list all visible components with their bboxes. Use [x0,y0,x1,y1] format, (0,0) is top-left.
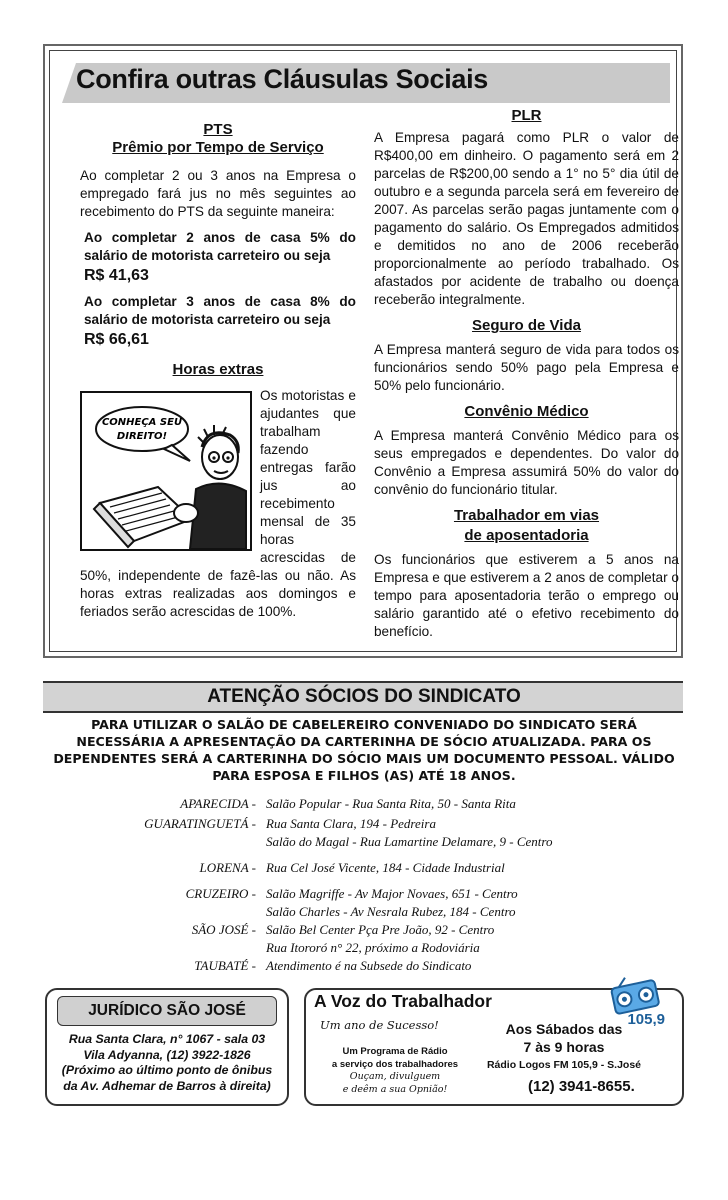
pts-tier1-text: Ao completar 2 anos de casa 5% do salário de motorista carreteiro ou seja [84,230,356,263]
salon-addresses [266,957,680,975]
salon-address: Rua Cel José Vicente, 184 - Cidade Industrial [266,860,505,875]
salon-list [60,795,680,977]
salon-row [60,815,680,851]
right-column [374,107,679,641]
plr-heading: PLR [511,107,542,124]
salon-address: Rua Santa Clara, 194 - Pedreira [266,816,436,831]
salon-city: TAUBATÉ - [194,958,256,973]
notice-body: PARA UTILIZAR O SALÃO DE CABELEREIRO CONVENIADO DO SINDICATO SERÁ NECESSÁRIA A APRESENTAÇÃO DA CARTERINHA DE SÓCIO ATUALIZADA. PARA OS DEPENDENTES SERÁ A CARTERINHA DO SÓCIO MAIS UM DOCUMENTO PESSOAL. VÁLIDO PARA ESPOSA E FILHOS (AS) ATÉ 18 ANOS. [53,717,675,783]
social-clauses-box [43,44,683,658]
juridico-address: Rua Santa Clara, n° 1067 - sala 03 [68,1032,266,1046]
salon-address: Atendimento é na Subsede do Sindicato [266,958,472,973]
salon-city: GUARATINGUETÁ - [144,816,256,831]
salon-address: Salão Popular - Rua Santa Rita, 50 - Santa Rita [266,796,516,811]
salon-address: Salão Charles - Av Nesrala Rubez, 184 - Centro [266,904,516,919]
radio-desc-line: Ouçam, divulguem [349,1071,441,1082]
radio-desc-line: a serviço dos trabalhadores [331,1058,459,1070]
horas-extras-heading: Horas extras [172,361,264,378]
convenio-heading: Convênio Médico [464,403,589,420]
pts-tier2-text: Ao completar 3 anos de casa 8% do salário de motorista carreteiro ou seja [84,294,356,327]
salon-city: LORENA - [199,860,256,875]
radio-schedule [466,1021,662,1056]
horas-extras-block [80,387,356,621]
pts-tier2-value: R$ 66,61 [84,331,149,348]
horas-extras-text: Os motoristas e ajudantes que trabalham fazendo entregas farão jus ao recebimento mensal de 35 horas acrescidas de 50%, independente de fazê-las ou não. As horas extras realizadas aos domingos e feriados serão acrescidas de 100%. [80,388,356,619]
salon-addresses [266,859,680,877]
radio-schedule-days: Aos Sábados das [505,1021,623,1037]
plr-text: A Empresa pagará como PLR o valor de R$400,00 em dinheiro. O pagamento será em 2 parcelas de R$200,00 sendo a 1° no 5° dia útil de outubro e a segunda parcela será em fevereiro de 2007. As parcelas serão pagas juntamente com o pagamento do salário. Os Empregados admitidos e demitidos no ano de 2006 receberão proporcionalmente ao período trabalhado. Os afastados por acidente de trabalho ou doença receberão integralmente. [374,130,679,307]
cartoon-caption-line2: DIREITO! [116,431,168,442]
salon-row [60,795,680,813]
notice-title: ATENÇÃO SÓCIOS DO SINDICATO [207,686,521,707]
left-column [80,121,356,621]
pts-heading: PTS [203,121,233,138]
salon-address: Salão Magriffe - Av Major Novaes, 651 - Centro [266,886,518,901]
convenio-text: A Empresa manterá Convênio Médico para os seus empregados e dependentes. Do valor do Convênio a Empresa assumirá 50% do valor do convênio do funcionário titular. [374,428,679,497]
aposentadoria-heading-line1: Trabalhador em vias [453,507,600,524]
salon-city: CRUZEIRO - [185,886,256,901]
salon-addresses [266,815,680,851]
radio-desc-line: Um Programa de Rádio [342,1046,448,1057]
juridico-title: JURÍDICO SÃO JOSÉ [57,996,277,1026]
juridico-box [45,988,289,1106]
radio-description [310,1046,480,1096]
radio-title: A Voz do Trabalhador [314,991,492,1011]
salon-address: Rua Itororó n° 22, próximo a Rodoviária [266,940,480,955]
cartoon-reader-illustration [80,391,252,551]
radio-program-box [304,988,684,1106]
juridico-reference-2: da Av. Adhemar de Barros à direita) [63,1078,271,1093]
page-title: Confira outras Cláusulas Sociais [76,64,489,94]
radio-phone: (12) 3941-8655. [528,1078,635,1095]
radio-slogan: Um ano de Sucesso! [320,1018,439,1032]
seguro-text: A Empresa manterá seguro de vida para todos os funcionários sendo 50% pago pela Empresa e 50% pelo funcionário. [374,342,679,393]
pts-subheading: Prêmio por Tempo de Serviço [112,139,324,156]
cartoon-caption-line1: CONHEÇA SEU [101,417,183,428]
radio-frequency: 105,9 [627,1011,665,1026]
salon-row [60,957,680,975]
salon-city: SÃO JOSÉ - [191,922,256,937]
salon-row [60,859,680,877]
juridico-phone: Vila Adyanna, (12) 3922-1826 [83,1047,251,1062]
radio-schedule-hours: 7 às 9 horas [523,1038,605,1055]
juridico-info [51,1032,283,1094]
social-clauses-inner [49,50,677,652]
salon-addresses [266,885,680,921]
pts-intro: Ao completar 2 ou 3 anos na Empresa o empregado fará jus no mês seguintes ao recebimento do PTS da seguinte maneira: [80,168,356,219]
salon-row [60,921,680,957]
salon-addresses [266,795,680,813]
pts-tier1-value: R$ 41,63 [84,267,149,284]
seguro-heading: Seguro de Vida [472,317,581,334]
aposentadoria-heading-line2: de aposentadoria [464,527,589,544]
salon-row [60,885,680,921]
salon-city: APARECIDA - [180,796,256,811]
radio-station: Rádio Logos FM 105,9 - S.José [486,1059,642,1071]
radio-icon [609,976,669,1026]
salon-address: Salão Bel Center Pça Pre João, 92 - Centro [266,922,495,937]
salon-addresses [266,921,680,957]
aposentadoria-text: Os funcionários que estiverem a 5 anos na Empresa e que estiverem a 2 anos de completar o tempo para aposentadoria terão o emprego ou salário garantido até o efetivo recebimento do benefício. [374,552,679,639]
salon-address: Salão do Magal - Rua Lamartine Delamare, 9 - Centro [266,834,553,849]
radio-desc-line: e deêm a sua Opnião! [342,1083,448,1095]
juridico-reference-1: (Próximo ao último ponto de ônibus [61,1063,273,1077]
